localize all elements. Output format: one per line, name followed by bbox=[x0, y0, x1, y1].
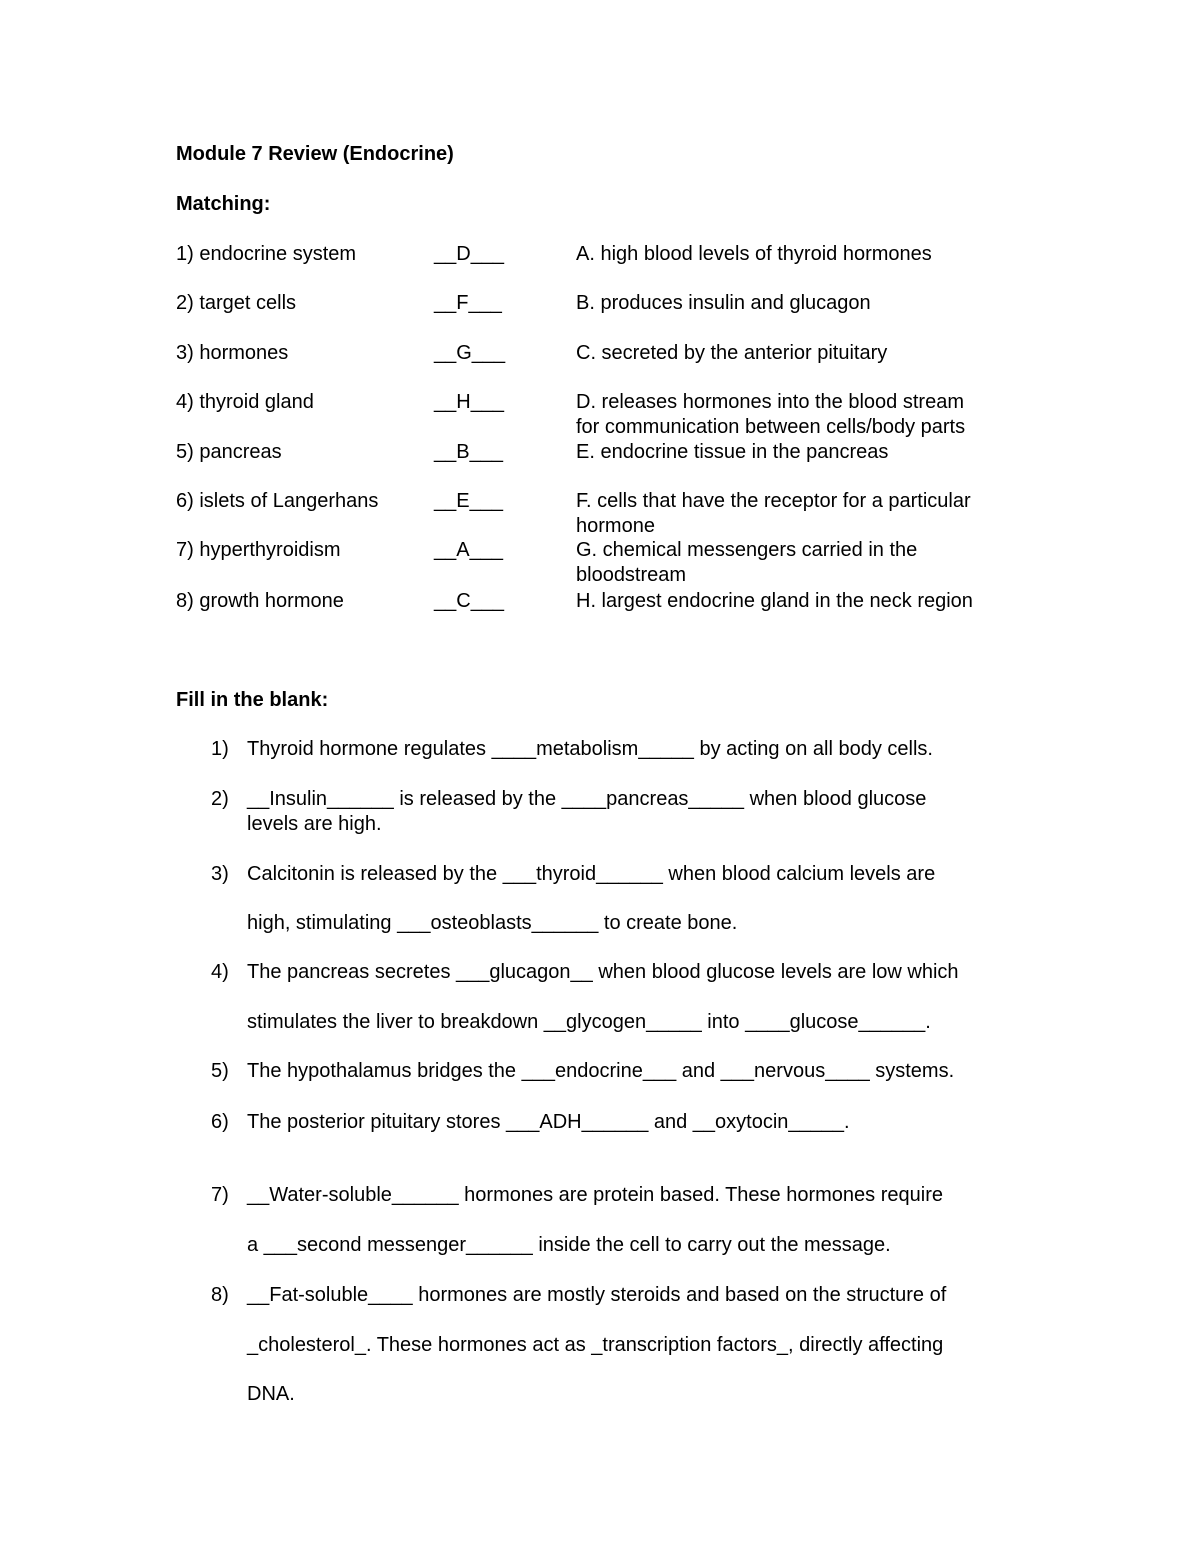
question-text-continuation: a ___second messenger______ inside the cell to carry out the message. bbox=[247, 1234, 891, 1256]
matching-term: 6) islets of Langerhans bbox=[176, 490, 379, 512]
matching-definition-continuation: bloodstream bbox=[576, 564, 687, 586]
question-number: 3) bbox=[211, 863, 229, 885]
question-text: The posterior pituitary stores ___ADH______ and __oxytocin_____. bbox=[247, 1111, 850, 1133]
matching-answer: __F___ bbox=[434, 292, 502, 314]
question-text: The hypothalamus bridges the ___endocrine___ and ___nervous____ systems. bbox=[247, 1060, 955, 1082]
question-text-continuation: _cholesterol_. These hormones act as _transcription factors_, directly affecting bbox=[247, 1334, 944, 1356]
question-text: Thyroid hormone regulates ____metabolism_____ by acting on all body cells. bbox=[247, 738, 933, 760]
matching-term: 2) target cells bbox=[176, 292, 297, 314]
matching-definition: H. largest endocrine gland in the neck region bbox=[576, 590, 973, 612]
matching-definition: G. chemical messengers carried in the bbox=[576, 539, 918, 561]
matching-term: 7) hyperthyroidism bbox=[176, 539, 341, 561]
matching-answer: __B___ bbox=[434, 441, 503, 463]
question-number: 5) bbox=[211, 1060, 229, 1082]
matching-term: 5) pancreas bbox=[176, 441, 282, 463]
question-number: 1) bbox=[211, 738, 229, 760]
question-number: 8) bbox=[211, 1284, 229, 1306]
question-text: Calcitonin is released by the ___thyroid______ when blood calcium levels are bbox=[247, 863, 936, 885]
question-number: 6) bbox=[211, 1111, 229, 1133]
matching-definition: B. produces insulin and glucagon bbox=[576, 292, 871, 314]
matching-definition: F. cells that have the receptor for a particular bbox=[576, 490, 971, 512]
matching-term: 4) thyroid gland bbox=[176, 391, 314, 413]
matching-term: 3) hormones bbox=[176, 342, 289, 364]
matching-definition: D. releases hormones into the blood stream bbox=[576, 391, 964, 413]
question-text: The pancreas secretes ___glucagon__ when blood glucose levels are low which bbox=[247, 961, 959, 983]
matching-answer: __D___ bbox=[434, 243, 505, 265]
matching-term: 1) endocrine system bbox=[176, 243, 357, 265]
matching-heading: Matching: bbox=[176, 193, 271, 215]
matching-answer: __C___ bbox=[434, 590, 505, 612]
question-text: __Insulin______ is released by the ____pancreas_____ when blood glucose bbox=[247, 788, 927, 810]
matching-answer: __E___ bbox=[434, 490, 503, 512]
question-number: 4) bbox=[211, 961, 229, 983]
question-number: 2) bbox=[211, 788, 229, 810]
question-text-continuation: levels are high. bbox=[247, 813, 382, 835]
question-text: __Fat-soluble____ hormones are mostly steroids and based on the structure of bbox=[247, 1284, 947, 1306]
matching-answer: __A___ bbox=[434, 539, 503, 561]
matching-definition: A. high blood levels of thyroid hormones bbox=[576, 243, 932, 265]
question-text-continuation: DNA. bbox=[247, 1383, 295, 1405]
page-title: Module 7 Review (Endocrine) bbox=[176, 143, 454, 165]
matching-answer: __H___ bbox=[434, 391, 505, 413]
matching-answer: __G___ bbox=[434, 342, 506, 364]
question-text-continuation: stimulates the liver to breakdown __glycogen_____ into ____glucose______. bbox=[247, 1011, 931, 1033]
matching-definition-continuation: hormone bbox=[576, 515, 655, 537]
question-text: __Water-soluble______ hormones are protein based. These hormones require bbox=[247, 1184, 943, 1206]
question-number: 7) bbox=[211, 1184, 229, 1206]
question-text-continuation: high, stimulating ___osteoblasts______ to create bone. bbox=[247, 912, 738, 934]
matching-definition-continuation: for communication between cells/body parts bbox=[576, 416, 966, 438]
matching-definition: E. endocrine tissue in the pancreas bbox=[576, 441, 889, 463]
fill-in-heading: Fill in the blank: bbox=[176, 689, 329, 711]
matching-definition: C. secreted by the anterior pituitary bbox=[576, 342, 888, 364]
matching-term: 8) growth hormone bbox=[176, 590, 344, 612]
